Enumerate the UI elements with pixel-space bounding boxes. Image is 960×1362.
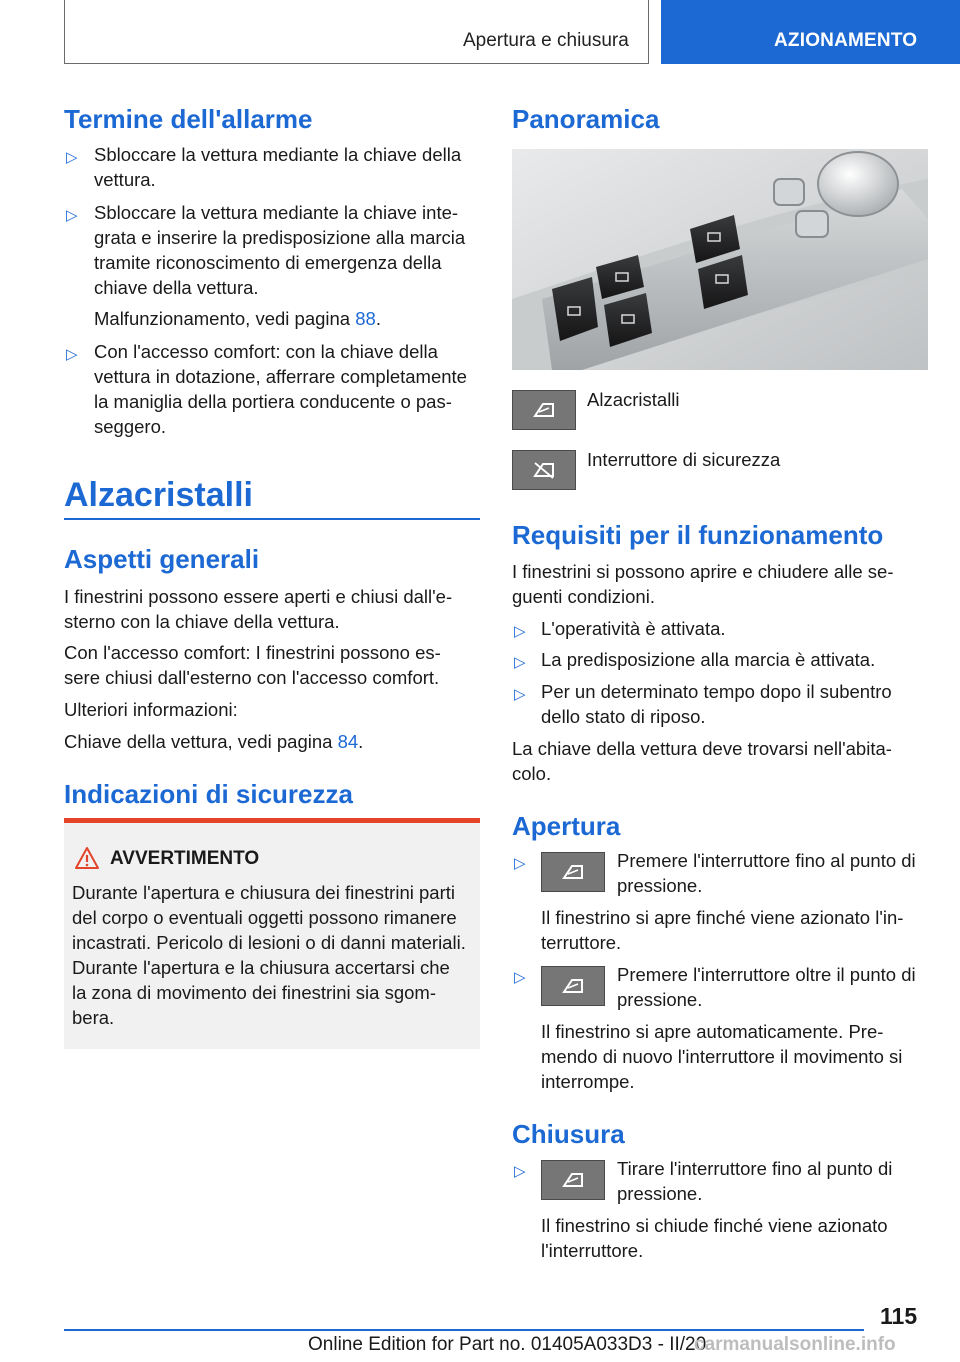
legend-window: Alzacristalli	[587, 389, 680, 410]
heading-rule	[64, 518, 480, 520]
window-switch-icon	[541, 1160, 605, 1200]
page-number: 115	[880, 1303, 918, 1329]
edition-text: Online Edition for Part no. 01405A033D3 - II/20	[308, 1334, 707, 1355]
opening-step-1-result: Il finestrino si apre finché viene azionato l'in- terruttore.	[541, 907, 904, 953]
triangle-right-icon: ▷	[514, 855, 526, 872]
requirement-2: La predisposizione alla marcia è attivata.	[541, 649, 876, 670]
safety-heading: Indicazioni di sicurezza	[64, 779, 353, 809]
footer-rule	[64, 1329, 864, 1331]
alarm-item-3: Con l'accesso comfort: con la chiave della vettura in dotazione, afferrare completamente la maniglia della portiera conducente o pas- seggero.	[94, 341, 467, 437]
closing-step-1: Tirare l'interruttore fino al punto di pressione.	[617, 1158, 893, 1204]
window-switches-photo	[512, 149, 928, 370]
key-ref: Chiave della vettura, vedi pagina 84.	[64, 731, 364, 752]
requirements-outro: La chiave della vettura deve trovarsi nell'abita- colo.	[512, 738, 892, 784]
triangle-right-icon: ▷	[66, 149, 78, 166]
triangle-right-icon: ▷	[514, 969, 526, 986]
page-link-84[interactable]: 84	[337, 731, 359, 752]
general-para-2: Con l'accesso comfort: I finestrini possono es- sere chiusi dall'esterno con l'accesso comfort.	[64, 642, 441, 688]
requirement-1: L'operatività è attivata.	[541, 618, 726, 639]
opening-step-2: Premere l'interruttore oltre il punto di pressione.	[617, 964, 916, 1010]
requirements-heading: Requisiti per il funzionamento	[512, 520, 884, 550]
opening-step-1: Premere l'interruttore fino al punto di pressione.	[617, 850, 916, 896]
further-info: Ulteriori informazioni:	[64, 699, 238, 720]
requirements-intro: I finestrini si possono aprire e chiudere alle se- guenti condizioni.	[512, 561, 894, 607]
window-switch-icon	[541, 852, 605, 892]
legend-safety: Interruttore di sicurezza	[587, 449, 781, 470]
alarm-item-2: Sbloccare la vettura mediante la chiave inte- grata e inserire la predisposizione alla marcia tramite riconoscimento di emergenza della chiave della vettura.	[94, 202, 466, 298]
triangle-right-icon: ▷	[514, 623, 526, 640]
overview-heading: Panoramica	[512, 104, 660, 134]
safety-switch-icon	[512, 450, 576, 490]
page-link-88[interactable]: 88	[355, 308, 376, 329]
alarm-item-1: Sbloccare la vettura mediante la chiave della vettura.	[94, 144, 462, 190]
warning-text: Durante l'apertura e chiusura dei finestrini parti del corpo o eventuali oggetti possono rimanere incastrati. Pericolo di lesioni o di danni materiali. Durante l'apertura e la chiusura accertarsi che la zona di movimento dei finestrini sia sgom- bera.	[72, 882, 466, 1028]
closing-heading: Chiusura	[512, 1119, 625, 1149]
opening-step-2-result: Il finestrino si apre automaticamente. Pre- mendo di nuovo l'interruttore il movimento si interrompe.	[541, 1021, 903, 1092]
triangle-right-icon: ▷	[66, 346, 78, 363]
general-heading: Aspetti generali	[64, 544, 260, 574]
window-switch-icon	[541, 966, 605, 1006]
section-tab-label: AZIONAMENTO	[774, 30, 918, 51]
warning-triangle-icon	[74, 846, 100, 870]
windows-heading: Alzacristalli	[64, 476, 253, 514]
alarm-heading: Termine dell'allarme	[64, 104, 313, 134]
triangle-right-icon: ▷	[66, 207, 78, 224]
window-switch-icon	[512, 390, 576, 430]
triangle-right-icon: ▷	[514, 1163, 526, 1180]
triangle-right-icon: ▷	[514, 654, 526, 671]
malfunction-ref: Malfunzionamento, vedi pagina 88.	[94, 308, 381, 329]
chapter-title: Apertura e chiusura	[463, 30, 629, 51]
opening-heading: Apertura	[512, 811, 621, 841]
general-para-1: I finestrini possono essere aperti e chiusi dall'e- sterno con la chiave della vettura.	[64, 586, 453, 632]
triangle-right-icon: ▷	[514, 686, 526, 703]
watermark: carmanualsonline.info	[694, 1334, 896, 1355]
closing-step-1-result: Il finestrino si chiude finché viene azionato l'interruttore.	[541, 1215, 888, 1261]
warning-title: AVVERTIMENTO	[110, 848, 260, 869]
requirement-3: Per un determinato tempo dopo il subentro dello stato di riposo.	[541, 681, 892, 727]
